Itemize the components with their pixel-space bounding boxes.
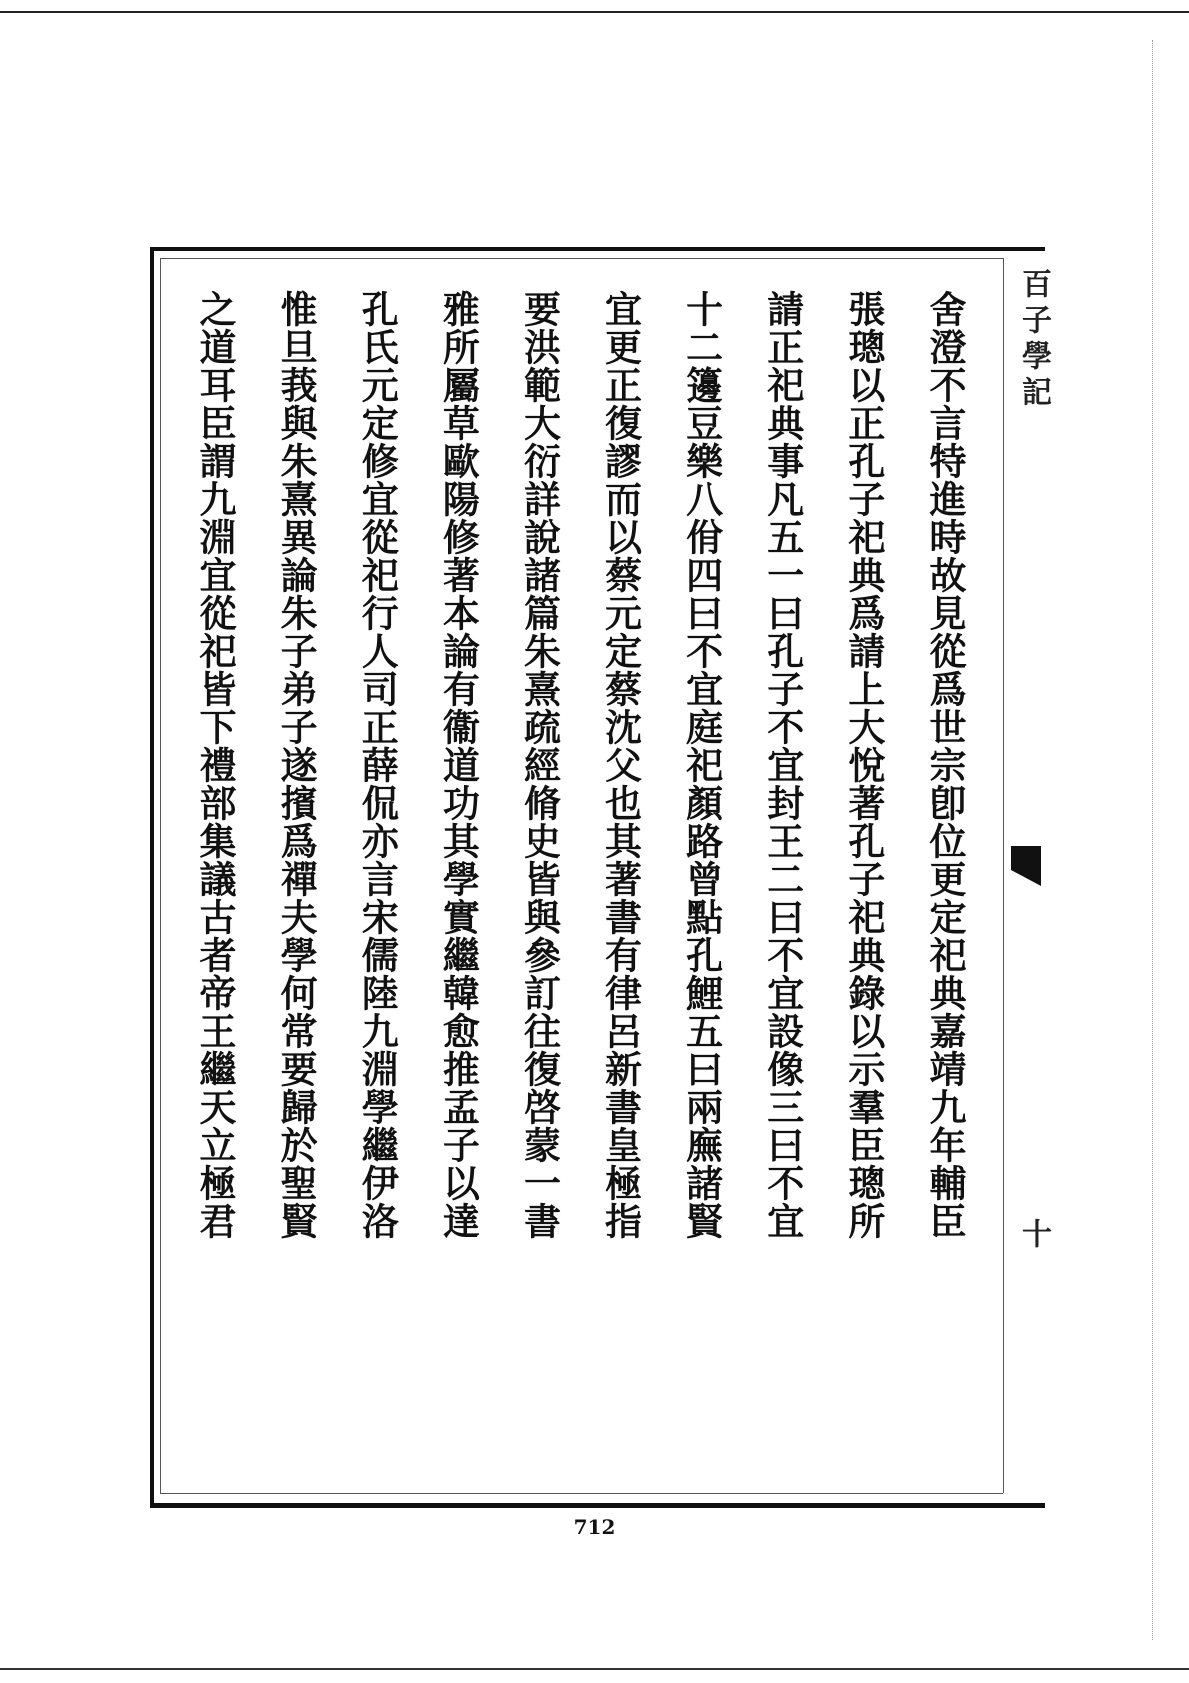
text-column: 雅所屬草歐陽修著本論有衞道功其學實繼韓愈推孟子以達 [436, 290, 481, 1240]
text-column: 十二籩豆樂八佾四曰不宜庭祀顏路曾點孔鯉五曰兩廡諸賢 [679, 290, 724, 1240]
fishtail-mark [1011, 846, 1041, 886]
page-number: 712 [573, 1515, 616, 1539]
margin-leaf-number: 十 [1016, 1218, 1051, 1254]
text-column: 請正祀典事凡五一曰孔子不宜封王二曰不宜設像三曰不宜 [760, 290, 805, 1240]
frame-left-rule [150, 247, 154, 1507]
text-column: 之道耳臣謂九淵宜從祀皆下禮部集議古者帝王繼天立極君 [193, 290, 237, 1240]
text-column: 要洪範大衍詳說諸篇朱熹疏經脩史皆與參訂往復啓蒙一書 [517, 290, 562, 1240]
frame-top-rule [150, 247, 1045, 251]
text-column: 宜更正復謬而以蔡元定蔡沈父也其著書有律呂新書皇極指 [598, 290, 643, 1240]
margin-strip [1005, 258, 1051, 1493]
frame-inner-top-rule [160, 258, 1003, 259]
text-column: 舍澄不言特進時故見從爲世宗卽位更定祀典嘉靖九年輔臣 [922, 290, 967, 1240]
text-column: 孔氏元定修宜從祀行人司正薛侃亦言宋儒陸九淵學繼伊洛 [355, 290, 400, 1240]
main-text [180, 290, 980, 1490]
scan-right-edge [1152, 40, 1153, 1640]
frame-bottom-rule [150, 1503, 1045, 1508]
scan-bottom-rule [0, 1668, 1189, 1670]
margin-title: 百子學記 [1016, 268, 1051, 412]
text-column: 張璁以正孔子祀典爲請上大悅著孔子祀典錄以示羣臣璁所 [841, 290, 886, 1240]
scan-top-rule [0, 11, 1189, 13]
frame-inner-right-rule [1003, 258, 1004, 1493]
text-column: 惟旦莪與朱熹異論朱子弟子遂擯爲禪夫學何常要歸於聖賢 [274, 290, 319, 1240]
frame-inner-left-rule [160, 258, 161, 1493]
frame-inner-bottom-rule [160, 1493, 1003, 1494]
